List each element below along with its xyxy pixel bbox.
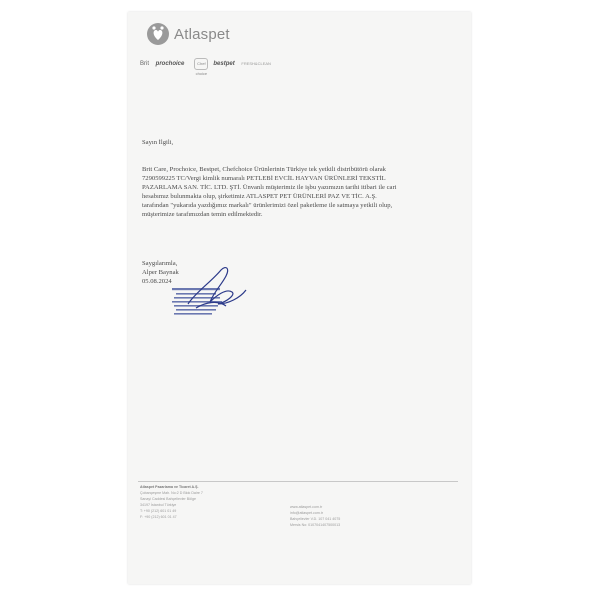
letter-date: 05.08.2024: [142, 278, 172, 285]
footer-contact: [290, 504, 340, 528]
footer-divider: [138, 481, 458, 482]
footer-mersis: Mersis No: 0107041407500013: [290, 523, 341, 527]
salutation: Sayın İlgili,: [142, 139, 174, 146]
body-line: müşterimize tarafımızdan temin edilmektedir.: [142, 211, 263, 218]
body-line: hesabımız bulunmakta olup, şirketimiz ATLASPET PET ÜRÜNLERİ PAZ VE TİC. A.Ş.: [142, 193, 377, 200]
logo-text: Atlaspet: [174, 25, 230, 43]
body-line: Brit Care, Prochoice, Bestpet, Chefchoice Ürünlerinin Türkiye tek yetkili distribütörü olarak: [142, 166, 386, 173]
footer-line: Çobançeşme Mah. No:2 D Blok Daire 7: [140, 491, 203, 495]
paw-heart-icon: [146, 22, 170, 46]
body-line: PAZARLAMA SAN. TİC. LTD. ŞTİ. Ünvanlı müşterimiz ile işbu yazımızın tarihi itibari ile cari: [142, 184, 397, 191]
footer-tax: Bahçelievler V.D. 107 041 4075: [290, 517, 341, 521]
footer-company: Atlaspet Pazarlama ve Ticaret A.Ş.: [140, 485, 199, 489]
footer-line: T: +90 (212) 601 01 49: [140, 509, 177, 513]
brand-chef-choice: Chef choice: [194, 58, 208, 70]
footer-email: info@atlaspet.com.tr: [290, 511, 324, 515]
footer-website: www.atlaspet.com.tr: [290, 505, 323, 509]
brand-strip: [140, 58, 281, 76]
footer-line: F: +90 (212) 601 01 47: [140, 515, 177, 519]
footer-line: Sanayi Caddesi Bahçelievler Bölge: [140, 497, 196, 501]
letter-body: [142, 165, 442, 219]
brand-brit: Brit prochoice: [140, 61, 185, 67]
company-stamp-and-signature: [166, 262, 261, 332]
signer-name: Alper Baynak: [142, 269, 179, 276]
footer-line: 34197 İstanbul Türkiye: [140, 503, 177, 507]
letter-page: [128, 12, 471, 584]
body-line: 7290599225 TC/Vergi kimlik numaralı PETLEBİ EVCİL HAYVAN ÜRÜNLERİ TEKSTİL: [142, 175, 386, 182]
footer-address: [140, 484, 203, 520]
brand-bestpet: bestpet FRESH&CLEAN: [213, 61, 271, 67]
company-logo: [146, 22, 230, 46]
body-line: tarafından "yukarıda yazdığımız markalı" ürünlerimizi özel paketleme ile satmaya yetkili olup,: [142, 202, 393, 209]
closing-text: Saygılarımla,: [142, 260, 178, 267]
